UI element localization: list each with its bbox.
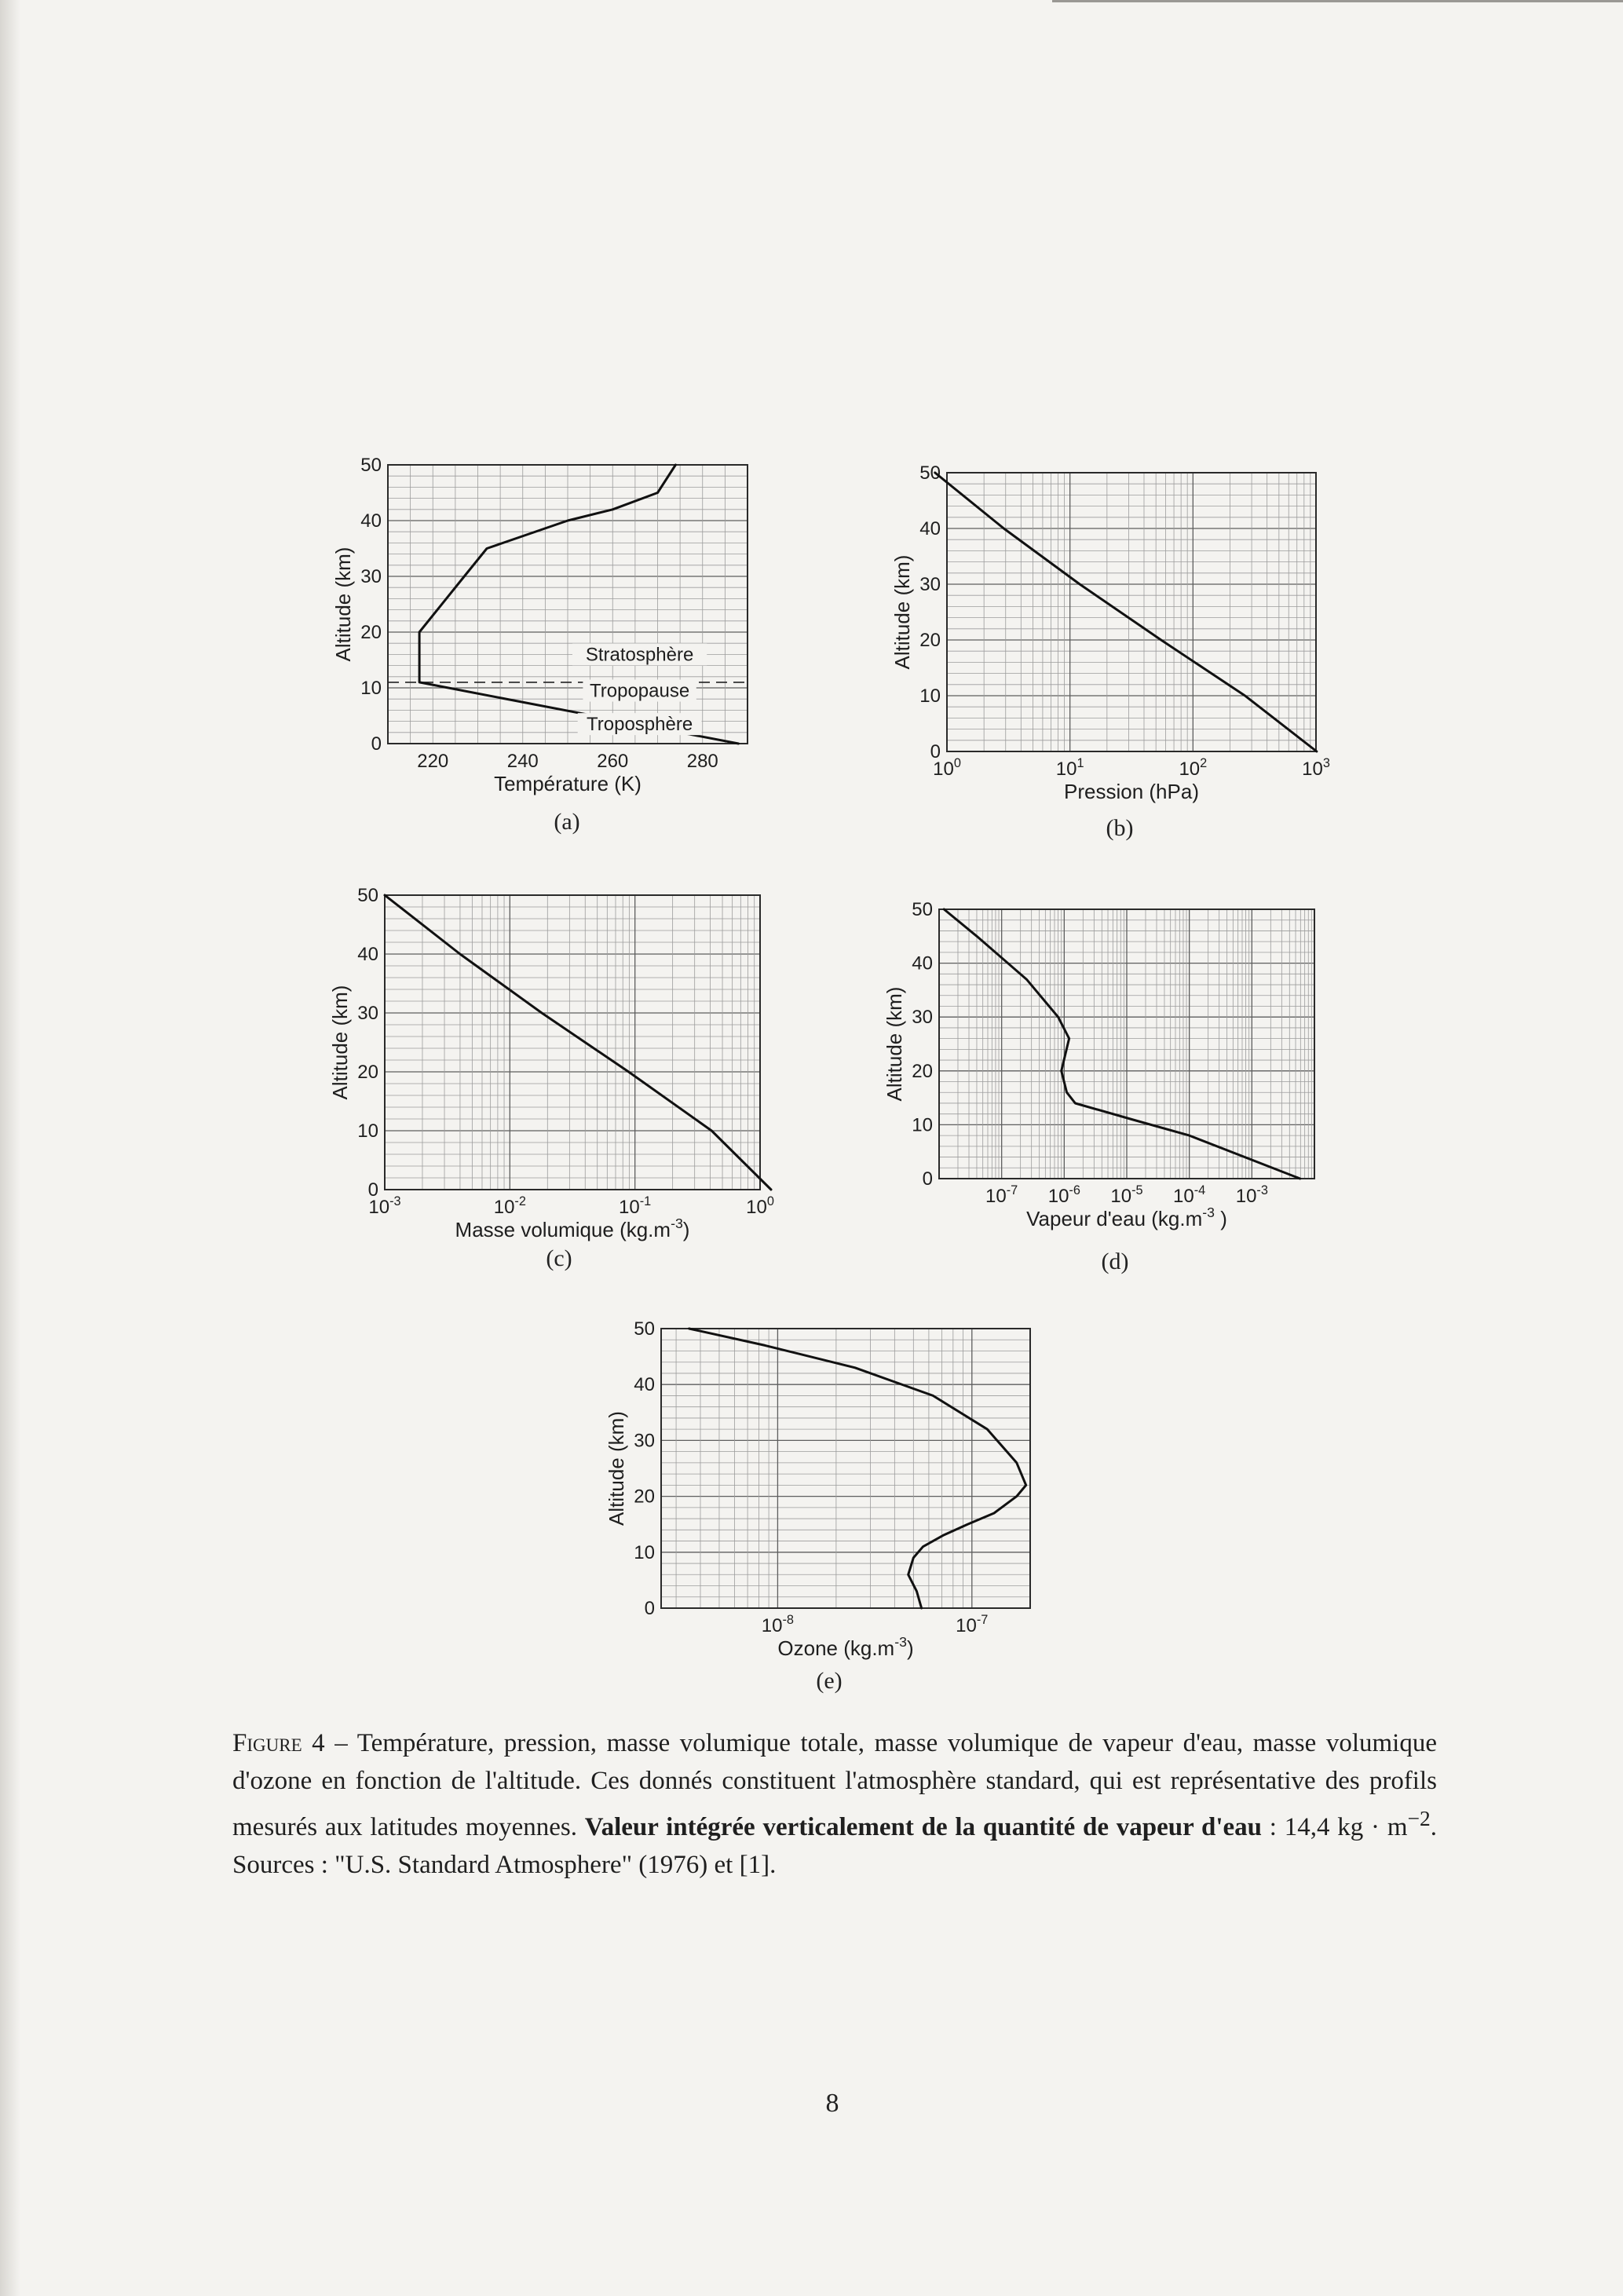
y-tick-label: 30	[357, 1003, 378, 1024]
x-axis-label: Pression (hPa)	[1064, 780, 1199, 803]
panel-label-e: (e)	[816, 1668, 843, 1694]
x-tick-label: $10^{-7}$	[985, 1183, 1018, 1207]
x-tick-label: $10^3$	[1302, 755, 1330, 780]
panel-label-c: (c)	[546, 1245, 572, 1271]
y-axis-label: Altitude (km)	[883, 986, 906, 1102]
annotation-label: Stratosphère	[585, 644, 694, 666]
y-tick-label: 20	[919, 630, 941, 651]
x-tick-label: $10^0$	[933, 755, 961, 780]
y-tick-label: 40	[634, 1374, 655, 1396]
y-tick-label: 10	[634, 1541, 655, 1563]
y-axis-label: Altitude (km)	[890, 554, 914, 670]
plot-frame	[661, 1329, 1030, 1608]
y-tick-label: 10	[912, 1114, 933, 1136]
pressure-chart	[879, 455, 1351, 824]
y-tick-label: 50	[919, 462, 941, 484]
y-tick-label: 0	[367, 1179, 378, 1201]
y-tick-label: 20	[912, 1060, 933, 1082]
y-tick-label: 40	[912, 952, 933, 974]
x-tick-label: $10^2$	[1179, 755, 1208, 780]
y-tick-label: 0	[930, 741, 941, 762]
y-tick-label: 30	[634, 1430, 655, 1452]
page-number: 8	[825, 2089, 839, 2118]
x-tick-label: 240	[506, 751, 539, 772]
figure-caption	[232, 1724, 1437, 1884]
y-tick-label: 40	[919, 518, 941, 539]
x-tick-label: $10^{-8}$	[761, 1612, 795, 1636]
y-tick-label: 50	[912, 899, 933, 920]
y-axis-label: Altitude (km)	[328, 985, 352, 1100]
panel-label-b: (b)	[1106, 815, 1134, 841]
x-axis-label: Ozone $(kg.m^{-3})$	[777, 1634, 914, 1660]
data-curve	[385, 895, 771, 1190]
y-tick-label: 20	[357, 1062, 378, 1083]
caption-bold-text: Valeur intégrée verticalement de la quantité de vapeur d'eau	[584, 1813, 1262, 1841]
x-tick-label: $10^{-3}$	[368, 1194, 401, 1218]
x-tick-label: $10^{-6}$	[1047, 1183, 1080, 1207]
y-tick-label: 0	[922, 1168, 933, 1190]
x-tick-label: $10^{-2}$	[493, 1194, 526, 1218]
water-vapour-chart	[879, 887, 1351, 1256]
y-tick-label: 0	[644, 1598, 655, 1619]
x-tick-label: $10^{-1}$	[619, 1194, 652, 1218]
x-tick-label: $10^{-4}$	[1173, 1183, 1206, 1207]
y-tick-label: 10	[360, 678, 382, 699]
x-tick-label: $10^0$	[746, 1194, 774, 1218]
data-curve	[935, 473, 1317, 751]
x-axis-label: Masse volumique $(kg.m^{-3})$	[455, 1216, 690, 1241]
caption-superscript: −2	[1407, 1806, 1431, 1830]
y-tick-label: 30	[919, 574, 941, 595]
y-tick-label: 30	[360, 566, 382, 587]
caption-text-3: . Sources : "U.S. Standard Atmosphere" (1976) et [1].	[232, 1813, 1437, 1879]
y-tick-label: 40	[360, 510, 382, 532]
y-axis-label: Altitude (km)	[331, 547, 355, 662]
y-tick-label: 10	[357, 1121, 378, 1142]
y-tick-label: 50	[360, 455, 382, 476]
x-tick-label: $10^{-3}$	[1235, 1183, 1268, 1207]
x-tick-label: $10^{-5}$	[1110, 1183, 1143, 1207]
annotation-label: Troposphère	[587, 714, 693, 736]
y-tick-label: 20	[634, 1486, 655, 1508]
ozone-chart	[589, 1311, 1060, 1688]
panel-label-d: (d)	[1101, 1249, 1129, 1274]
data-curve	[689, 1329, 1026, 1608]
x-axis-label: Température (K)	[494, 772, 642, 795]
x-tick-label: 220	[417, 751, 449, 772]
plot-frame	[947, 473, 1316, 751]
y-tick-label: 0	[371, 733, 382, 755]
temperature-chart	[322, 448, 793, 817]
y-tick-label: 30	[912, 1007, 933, 1029]
caption-text-1: – Température, pression, masse volumique totale, masse volumique de vapeur d'eau, masse volumique d'ozone en fonction de l'altitude. Ces donnés constituent l'atmosphère standard, qui est représentative des profils mesurés aux latitudes moyennes.	[232, 1729, 1437, 1841]
page-edge-shadow	[0, 0, 20, 2296]
x-tick-label: 280	[686, 751, 718, 772]
panel-label-a: (a)	[554, 809, 580, 835]
y-tick-label: 50	[634, 1318, 655, 1340]
caption-text-2: : 14,4 kg · m	[1262, 1813, 1408, 1841]
x-tick-label: $10^{-7}$	[956, 1612, 989, 1636]
x-axis-label: Vapeur d'eau ($kg.m^{-3}$ )	[1026, 1205, 1227, 1230]
data-curve	[944, 909, 1299, 1179]
data-curve	[419, 465, 738, 744]
x-tick-label: $10^1$	[1055, 755, 1084, 780]
top-rule	[1052, 0, 1623, 2]
density-chart	[322, 878, 793, 1255]
y-axis-label: Altitude (km)	[605, 1411, 628, 1526]
caption-label: Figure 4	[232, 1729, 325, 1757]
y-tick-label: 50	[357, 885, 378, 906]
y-tick-label: 10	[919, 686, 941, 707]
annotation-label: Tropopause	[589, 680, 690, 702]
y-tick-label: 20	[360, 622, 382, 643]
y-tick-label: 40	[357, 944, 378, 965]
x-tick-label: 260	[597, 751, 629, 772]
